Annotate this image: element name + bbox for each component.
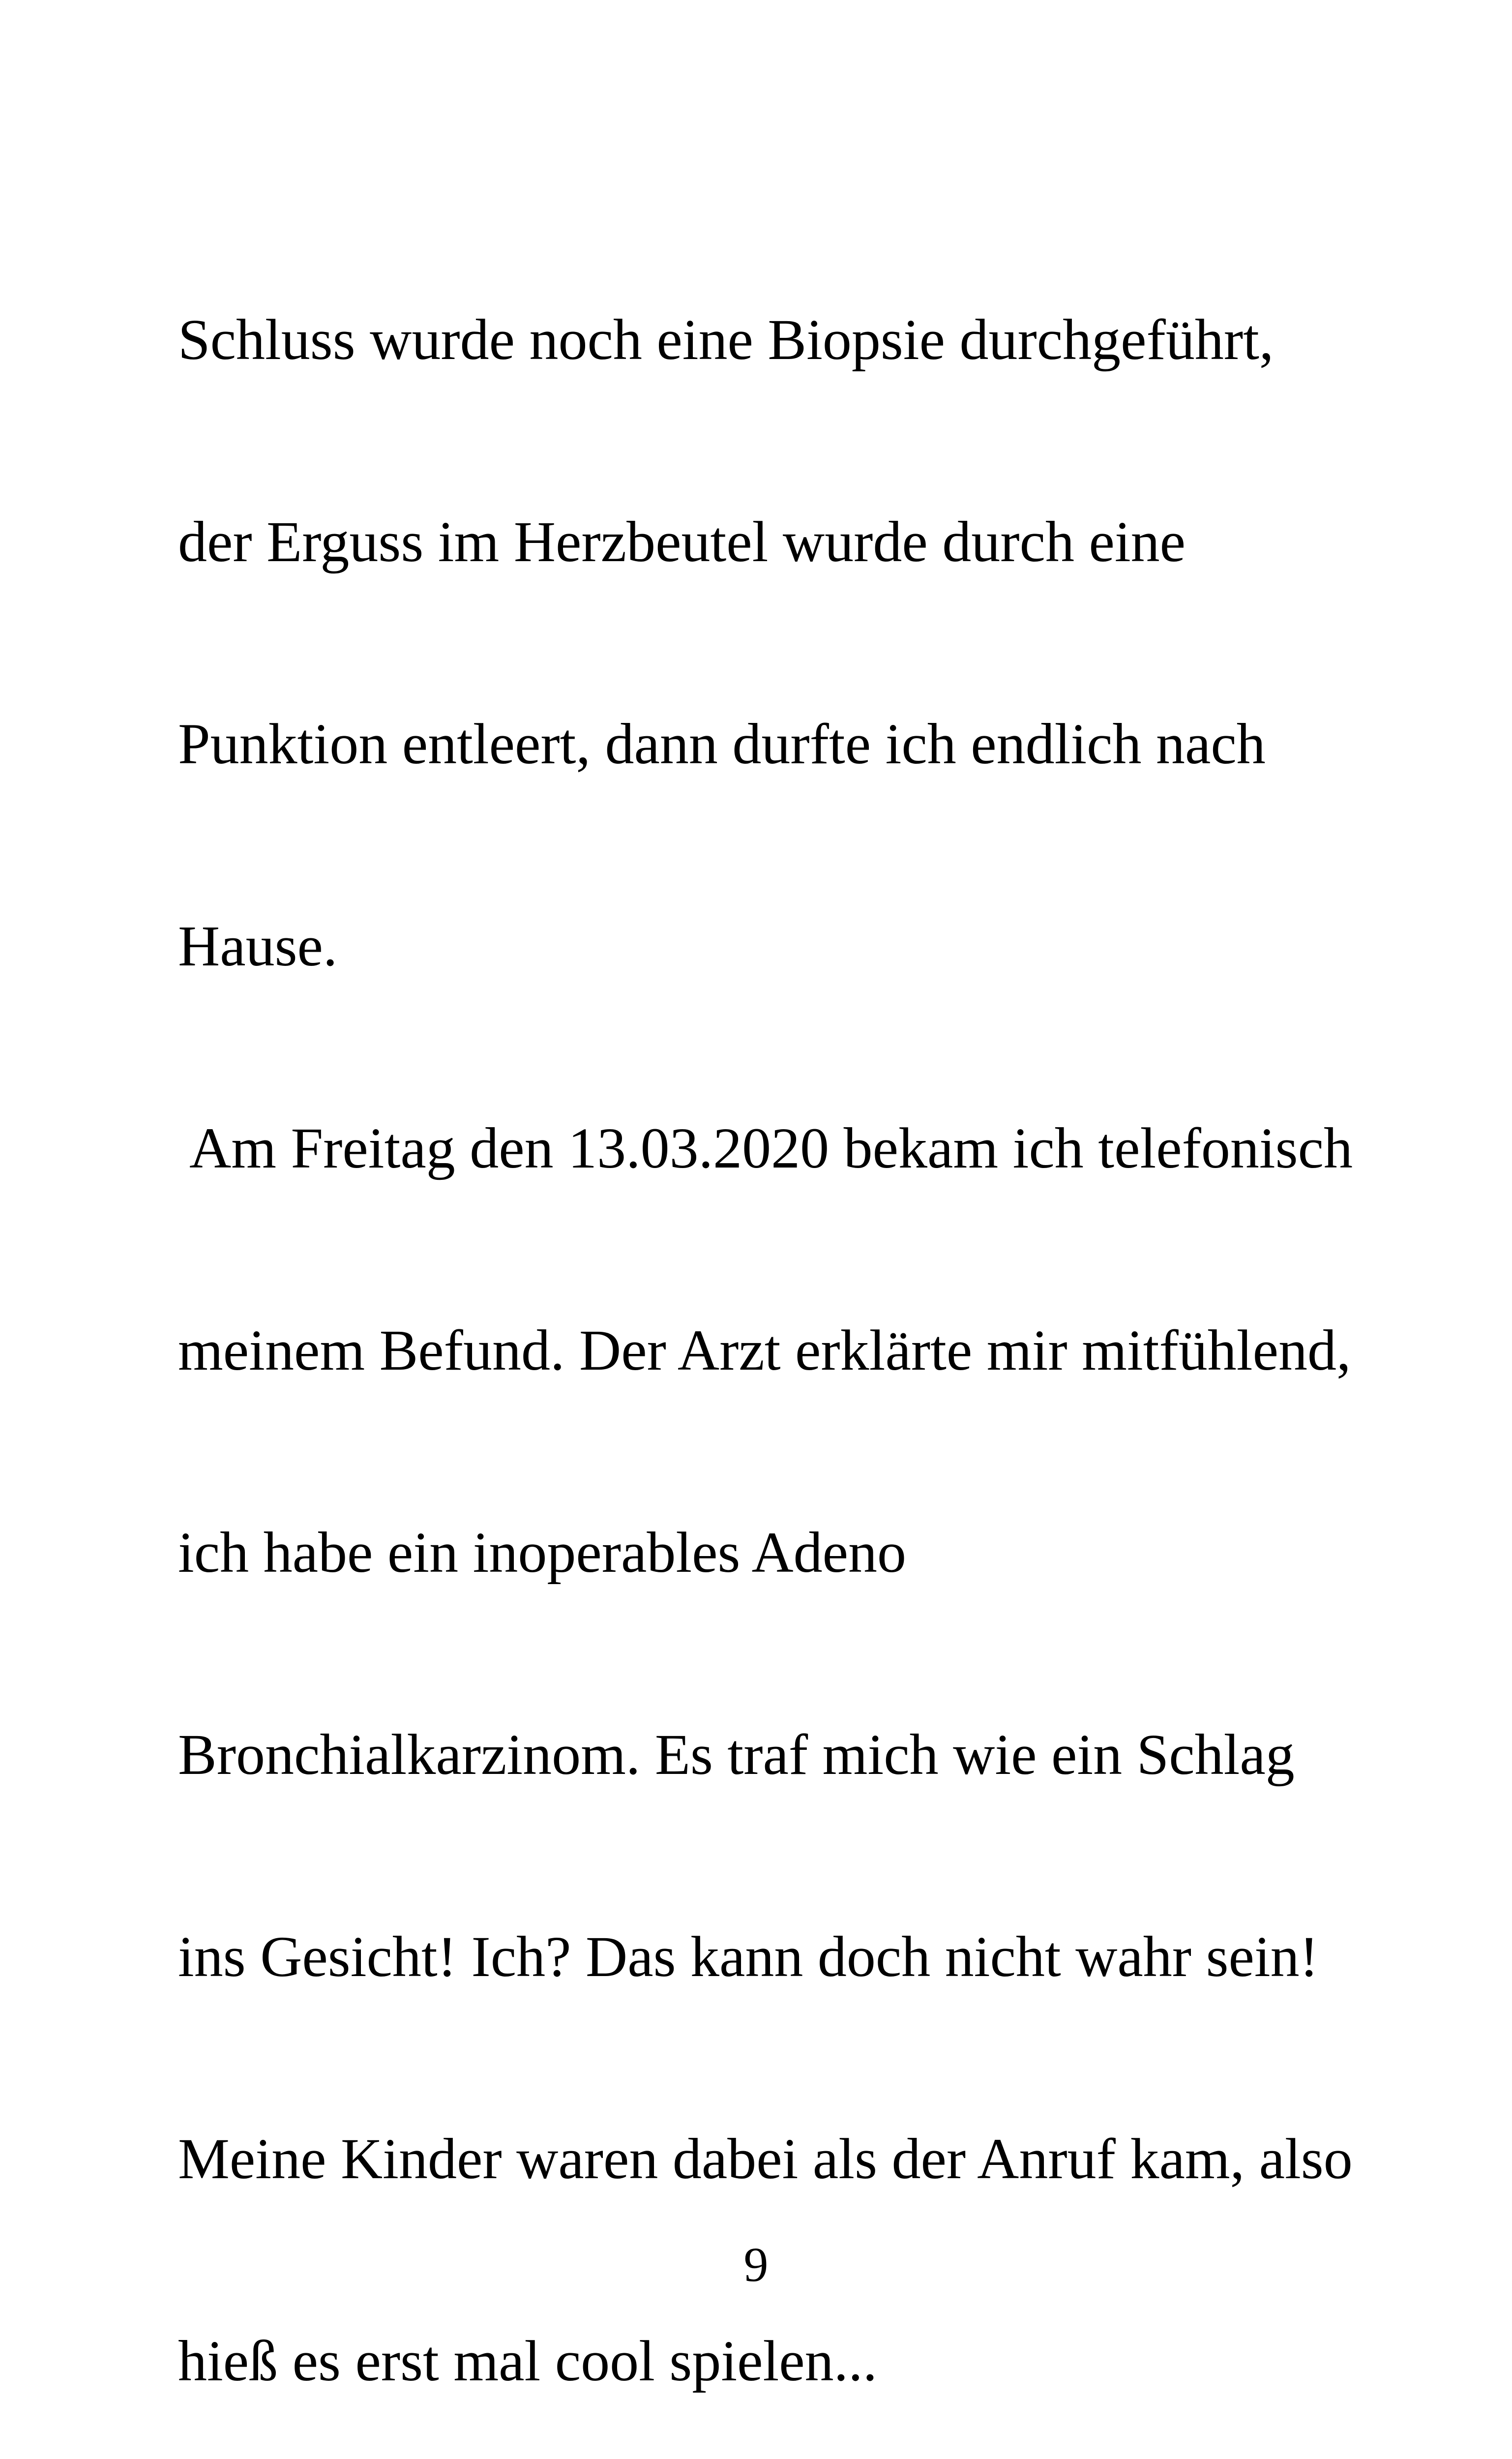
page-number: 9 (743, 2237, 769, 2292)
text-line: ich habe ein inoperables Adeno (178, 1520, 907, 1585)
text-line: Schluss wurde noch eine Biopsie durchgeführt, (178, 307, 1274, 372)
text-line: ins Gesicht! Ich? Das kann doch nicht wahr sein! (178, 1924, 1319, 1989)
text-line: Hause. (178, 914, 338, 978)
text-line: Punktion entleert, dann durfte ich endlich nach (178, 712, 1266, 776)
text-line: hieß es erst mal cool spielen... (178, 2329, 878, 2393)
text-line: Am Freitag den 13.03.2020 bekam ich telefonisch (178, 1116, 1353, 1180)
text-line: Bronchialkarzinom. Es traf mich wie ein Schlag (178, 1722, 1295, 1787)
text-line: Meine Kinder waren dabei als der Anruf kam, also (178, 2127, 1353, 2191)
text-line: der Erguss im Herzbeutel wurde durch eine (178, 510, 1186, 574)
body-text (178, 171, 1407, 2459)
text-line: meinem Befund. Der Arzt erklärte mir mitfühlend, (178, 1318, 1351, 1382)
